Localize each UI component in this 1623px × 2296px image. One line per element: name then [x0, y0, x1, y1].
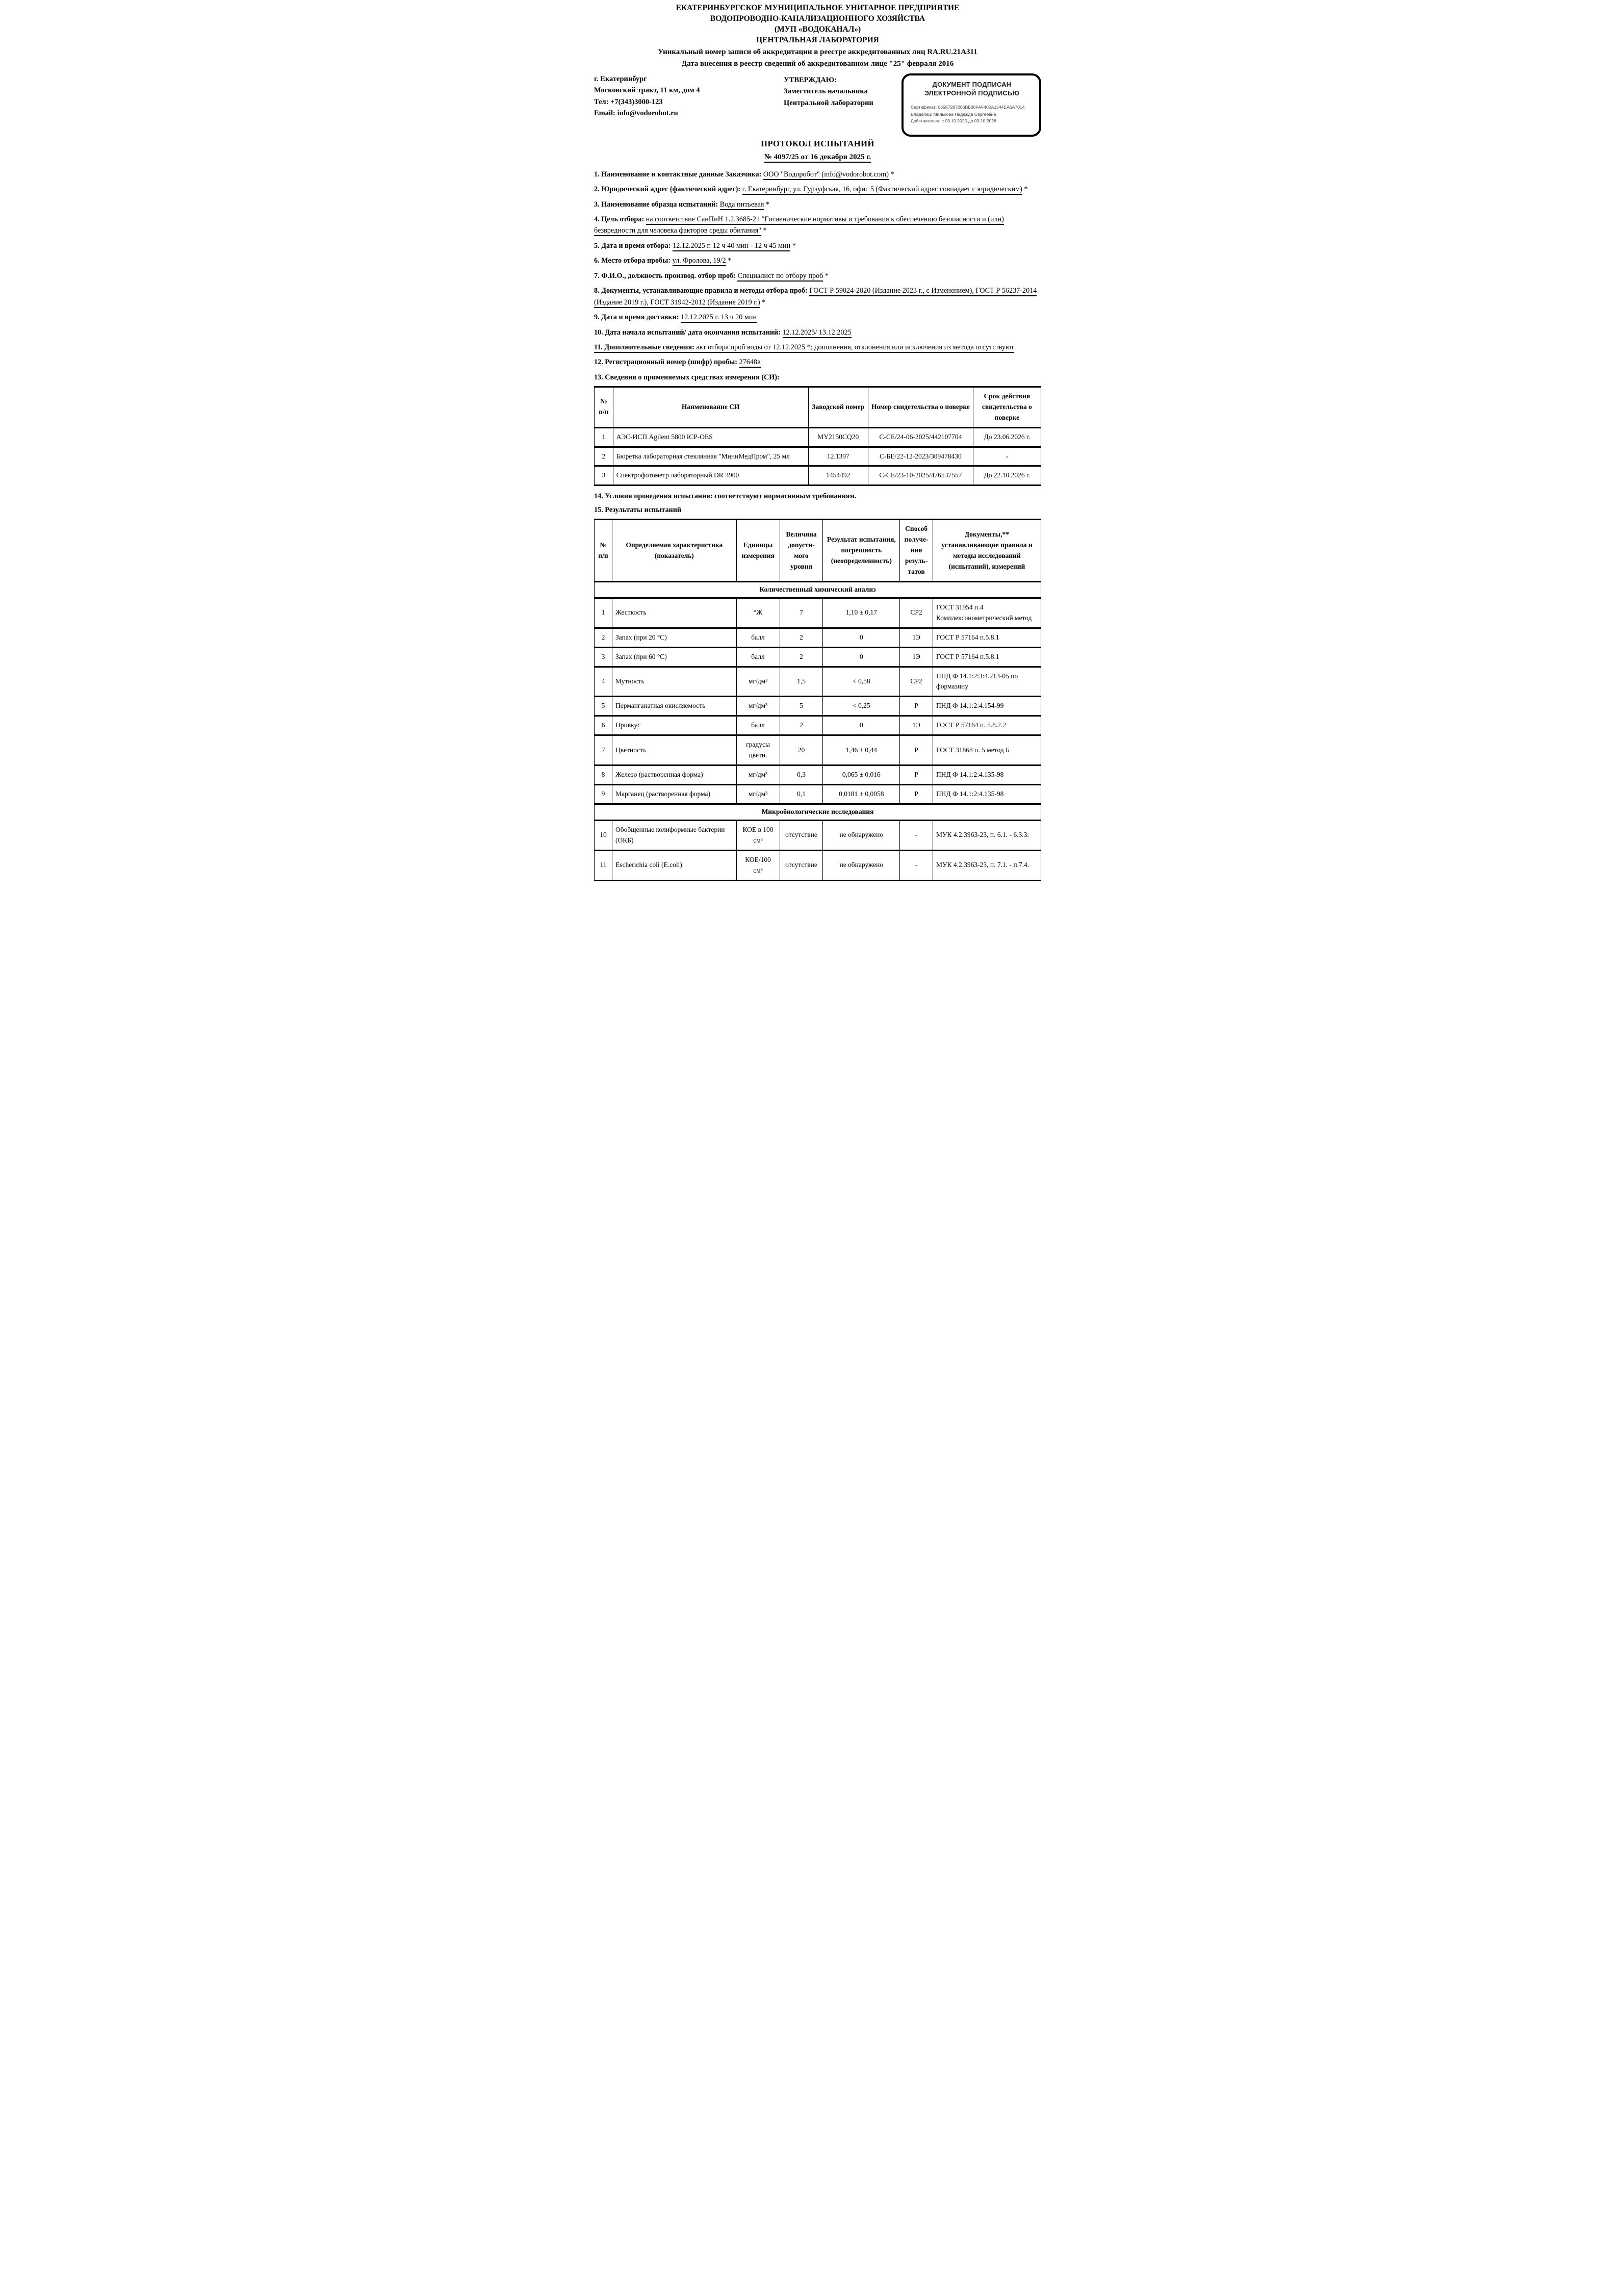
digital-signature-stamp [901, 73, 1041, 137]
item-9-delivery-datetime: 9. Дата и время доставки: 12.12.2025 г. 13 ч 20 мин [594, 312, 1041, 323]
contact-city: г. Екатеринбург [594, 74, 647, 83]
contact-email: Email: info@vodorobot.ru [594, 109, 678, 118]
org-name-line4: ЦЕНТРАЛЬНАЯ ЛАБОРАТОРИЯ [756, 35, 879, 44]
si-col-certificate: Номер свидетельства о поверке [868, 387, 973, 427]
item-1-customer: 1. Наименование и контактные данные Заказчика: ООО "Водоробот" (info@vodorobot.com) * [594, 169, 1041, 180]
stamp-validity: Действителен: с 03.10.2025 до 03.10.2026 [911, 118, 996, 124]
document-page [541, 0, 1082, 886]
si-table-row: 1 АЭС-ИСП Agilent 5800 ICP-OES MY2150CQ20 С-СЕ/24-06-2025/442107704 До 23.06.2026 г. [595, 427, 1041, 447]
si-table-header-row [595, 387, 1041, 427]
org-name-line2: ВОДОПРОВОДНО-КАНАЛИЗАЦИОННОГО ХОЗЯЙСТВА [710, 14, 925, 23]
results-group-microbiological: Микробиологические исследования [595, 804, 1041, 820]
results-row: 10 Обобщенные колиформные бактерии (ОКБ) КОЕ в 100 см³ отсутствие не обнаружено - МУК 4.2.3963-23, п. 6.1. - 6.3.3. [595, 820, 1041, 850]
item-6-sampling-place: 6. Место отбора пробы: ул. Фролова, 19/2 * [594, 255, 1041, 266]
approval-position-line2: Центральной лаборатории [784, 98, 873, 107]
results-row: 3 Запах (при 60 °С) балл 2 0 1Э ГОСТ Р 57164 п.5.8.1 [595, 647, 1041, 667]
stamp-meta [911, 104, 1033, 124]
contact-phone: Тел: +7(343)3000-123 [594, 97, 663, 106]
test-conditions-label: 14. Условия проведения испытания: [594, 492, 713, 501]
si-col-num: № п/п [595, 387, 613, 427]
protocol-items [594, 169, 1041, 368]
results-row: 9 Марганец (растворенная форма) мг/дм³ 0,1 0,0181 ± 0,0058 Р ПНД Ф 14.1:2:4.135-98 [595, 785, 1041, 804]
org-name-line3: (МУП «ВОДОКАНАЛ») [774, 24, 861, 34]
stamp-owner: Владелец: Милькова Надежда Сергеевна [911, 111, 996, 117]
stamp-certificate: Сертификат: 065F7287006BB38FAF402A1544EA6A7014 [911, 105, 1025, 110]
stamp-title-line2: ЭЛЕКТРОННОЙ ПОДПИСЬЮ [924, 89, 1020, 97]
results-col-result: Результат испытания, погрешность (неопределенность) [823, 520, 900, 582]
protocol-number-date-value: № 4097/25 от 16 декабря 2025 г. [764, 153, 871, 163]
item-3-sample-name: 3. Наименование образца испытаний: Вода питьевая * [594, 199, 1041, 210]
item-11-additional-info: 11. Дополнительные сведения: акт отбора проб воды от 12.12.2025 *; дополнения, отклонения или исключения из метода отсутствуют [594, 342, 1041, 353]
info-row [594, 73, 1041, 138]
contact-block [594, 73, 784, 138]
results-row: 7 Цветность градусы цветн. 20 1,46 ± 0,44 Р ГОСТ 31868 п. 5 метод Б [595, 735, 1041, 766]
si-table [594, 386, 1041, 487]
results-row: 4 Мутность мг/дм³ 1,5 < 0,58 СР2 ПНД Ф 14.1:2:3:4.213-05 по формазину [595, 667, 1041, 697]
si-table-row: 2 Бюретка лабораторная стеклянная "МиниМедПром", 25 мл 12.1397 С-БЕ/22-12-2023/309478430 - [595, 447, 1041, 466]
protocol-title: ПРОТОКОЛ ИСПЫТАНИЙ [761, 138, 874, 148]
approval-title: УТВЕРЖДАЮ: [784, 75, 837, 84]
results-col-characteristic: Определяемая характеристика (показатель) [612, 520, 737, 582]
org-name-line1: ЕКАТЕРИНБУРГСКОЕ МУНИЦИПАЛЬНОЕ УНИТАРНОЕ ПРЕДПРИЯТИЕ [676, 4, 960, 12]
results-col-units: Единицы измерения [736, 520, 780, 582]
results-row: 2 Запах (при 20 °С) балл 2 0 1Э ГОСТ Р 57164 п.5.8.1 [595, 628, 1041, 647]
approval-block [784, 73, 901, 138]
item-5-sampling-datetime: 5. Дата и время отбора: 12.12.2025 г. 12 ч 40 мин - 12 ч 45 мин * [594, 240, 1041, 251]
item-4-sampling-purpose: 4. Цель отбора: на соответствие СанПиН 1.2.3685-21 "Гигиенические нормативы и требования к обеспечению безопасности и (или) безвредности для человека факторов среды обитания" * [594, 214, 1041, 237]
results-header-row [595, 520, 1041, 582]
item-8-sampling-documents: 8. Документы, устанавливающие правила и методы отбора проб: ГОСТ Р 59024-2020 (Издание 2023 г., с Изменением), ГОСТ Р 56237-2014 (Издание 2019 г.), ГОСТ 31942-2012 (Издание 2019 г.) * [594, 285, 1041, 308]
results-row: 6 Привкус балл 2 0 1Э ГОСТ Р 57164 п. 5.8.2.2 [595, 716, 1041, 735]
approval-position-line1: Заместитель начальника [784, 87, 868, 96]
si-col-validity: Срок действия свидетельства о поверке [973, 387, 1041, 427]
item-2-legal-address: 2. Юридический адрес (фактический адрес): г. Екатеринбург, ул. Гурзуфская, 16, офис 5 (Фактический адрес совпадает с юридическим) * [594, 184, 1041, 195]
accreditation-number-line: Уникальный номер записи об аккредитации в реестре аккредитованных лиц RA.RU.21А311 [658, 47, 977, 56]
results-col-documents: Документы,** устанавливающие правила и методы исследований (испытаний), измерений [933, 520, 1041, 582]
results-row: 8 Железо (растворенная форма) мг/дм³ 0,3 0,065 ± 0,016 Р ПНД Ф 14.1:2:4.135-98 [595, 766, 1041, 785]
results-table [594, 519, 1041, 881]
results-row: 1 Жесткость °Ж 7 1,10 ± 0,17 СР2 ГОСТ 31954 п.4 Комплексонометрический метод [595, 598, 1041, 628]
results-row: 11 Escherichia coli (E.coli) КОЕ/100 см³ отсутствие не обнаружено - МУК 4.2.3963-23, п. 7.1. - п.7.4. [595, 850, 1041, 880]
contact-address: Московский тракт, 11 км, дом 4 [594, 86, 700, 95]
si-col-name: Наименование СИ [613, 387, 808, 427]
org-header [594, 3, 1041, 69]
si-col-serial: Заводской номер [808, 387, 868, 427]
stamp-title [911, 81, 1033, 98]
protocol-number-date [594, 153, 1041, 162]
stamp-title-line1: ДОКУМЕНТ ПОДПИСАН [932, 80, 1012, 88]
item-10-test-dates: 10. Дата начала испытаний/ дата окончания испытаний: 12.12.2025/ 13.12.2025 [594, 327, 1041, 338]
results-col-limit: Величина допусти-мого уровня [780, 520, 823, 582]
results-col-method: Способ получе-ния резуль-татов [900, 520, 933, 582]
accreditation-date-line: Дата внесения в реестр сведений об аккредитованном лице "25" февраля 2016 [681, 59, 954, 68]
item-12-registration-number: 12. Регистрационный номер (шифр) пробы: 27648в [594, 356, 1041, 368]
si-table-caption: 13. Сведения о применяемых средствах измерения (СИ): [594, 373, 780, 381]
results-caption: 15. Результаты испытаний [594, 506, 682, 515]
test-conditions-value: соответствуют нормативным требованиям. [714, 492, 857, 501]
results-group-chemical: Количественный химический анализ [595, 581, 1041, 598]
test-conditions [594, 492, 1041, 501]
results-col-num: № п/п [595, 520, 612, 582]
results-row: 5 Перманганатная окисляемость мг/дм³ 5 < 0,25 Р ПНД Ф 14.1:2:4.154-99 [595, 697, 1041, 716]
item-7-sampler-name: 7. Ф.И.О., должность производ. отбор проб: Специалист по отбору проб * [594, 270, 1041, 282]
si-table-row: 3 Спектрофотометр лабораторный DR 3900 1454492 С-СЕ/23-10-2025/476537557 До 22.10.2026 г. [595, 466, 1041, 486]
